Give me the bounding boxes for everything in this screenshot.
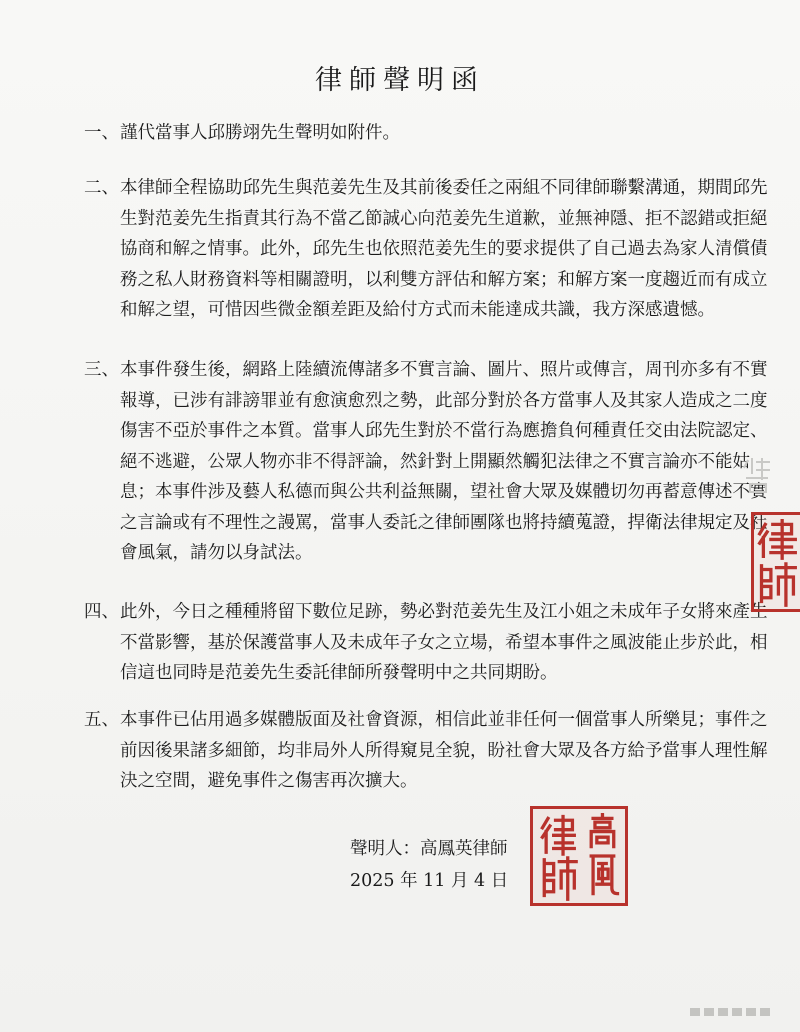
paragraph-4 — [84, 597, 784, 689]
paragraph-5 — [84, 705, 784, 797]
signature-date: 2025 年 11 月 4 日 — [350, 871, 509, 891]
edge-seal-stamp — [751, 512, 800, 612]
faint-seal-residue — [742, 454, 772, 494]
paragraph-text: 此外，今日之種種將留下數位足跡，勢必對范姜先生及江小姐之未成年子女將來產生不當影響，基於保護當事人及未成年子女之立場，希望本事件之風波能止步於此，相信這也同時是范姜先生委託律師所發聲明中之共同期盼。 — [120, 602, 768, 683]
paragraph-text: 本事件已佔用過多媒體版面及社會資源，相信此並非任何一個當事人所樂見；事件之前因後果諸多細節，均非局外人所得窺見全貌，盼社會大眾及各方給予當事人理性解決之空間，避免事件之傷害再次擴大。 — [120, 710, 768, 791]
paragraph-2 — [84, 173, 784, 326]
lawyer-seal-stamp — [530, 806, 628, 906]
signer-line: 聲明人：高鳳英律師 — [350, 839, 508, 859]
paragraph-text: 謹代當事人邱勝翊先生聲明如附件。 — [120, 123, 400, 143]
paragraph-number: 五、 — [84, 710, 119, 730]
edge-seal-glyph-strokes — [754, 515, 800, 609]
paragraph-1 — [84, 118, 784, 149]
paragraph-number: 四、 — [84, 602, 119, 622]
paragraph-text: 本事件發生後，網路上陸續流傳諸多不實言論、圖片、照片或傳言，周刊亦多有不實報導，已涉有誹謗罪並有愈演愈烈之勢，此部分對於各方當事人及其家人造成之二度傷害不亞於事件之本質。當事人邱先生對於不當行為應擔負何種責任交由法院認定、絕不逃避，公眾人物亦非不得評論，然針對上開顯然觸犯法律之不實言論亦不能姑息；本事件涉及藝人私德而與公共利益無關，望社會大眾及媒體切勿再蓄意傳述不實之言論或有不理性之謾罵，當事人委託之律師團隊也將持續蒐證，捍衛法律規定及社會風氣，請勿以身試法。 — [120, 360, 768, 563]
seal-glyph-strokes — [533, 809, 625, 903]
paragraph-number: 一、 — [84, 123, 119, 143]
document-title: 律師聲明函 — [315, 65, 485, 96]
paragraph-number: 二、 — [84, 178, 119, 198]
paragraph-text: 本律師全程協助邱先生與范姜先生及其前後委任之兩組不同律師聯繫溝通，期間邱先生對范姜先生指責其行為不當乙節誠心向范姜先生道歉，並無神隱、拒不認錯或拒絕協商和解之情事。此外，邱先生也依照范姜先生的要求提供了自己過去為家人清償債務之私人財務資料等相關證明，以利雙方評估和解方案；和解方案一度趨近而有成立和解之望，可惜因些微金額差距及給付方式而未能達成共識，我方深感遺憾。 — [120, 178, 768, 320]
paragraph-3 — [84, 355, 784, 569]
paragraph-number: 三、 — [84, 360, 119, 380]
faint-watermark — [690, 1004, 780, 1020]
